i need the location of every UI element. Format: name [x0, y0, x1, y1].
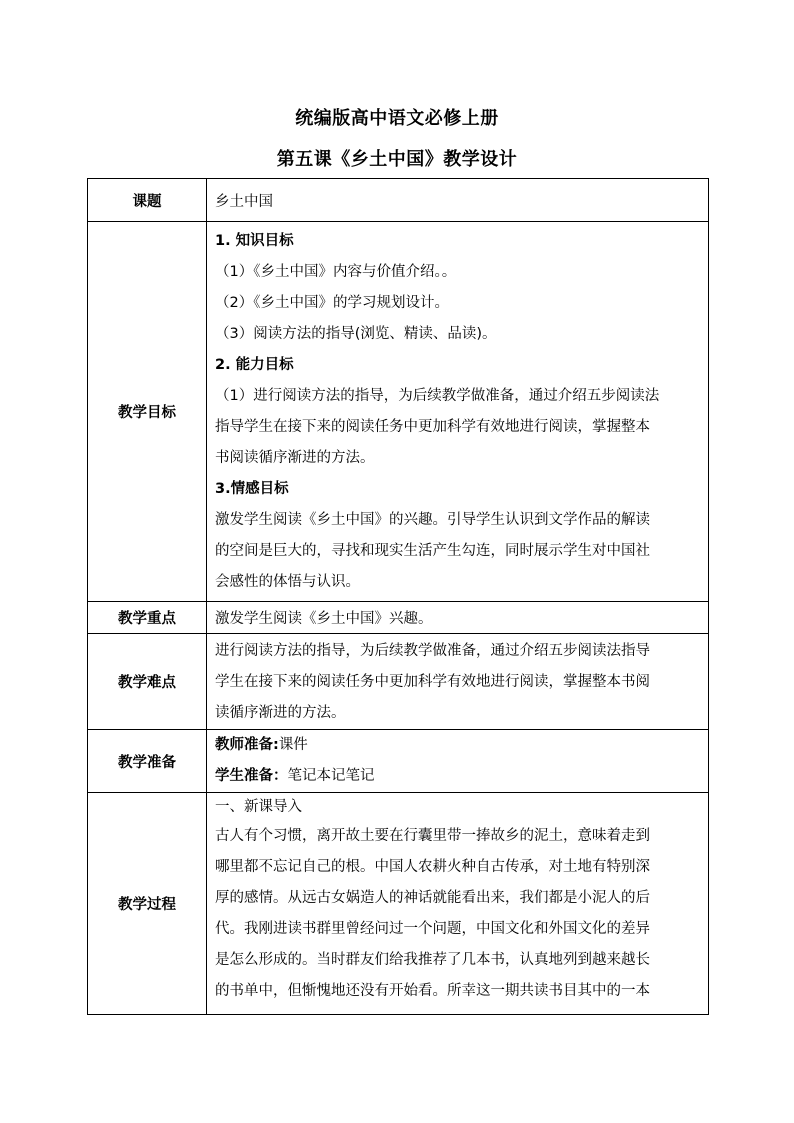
process-line: 厚的感情。从远古女娲造人的神话就能看出来，我们都是小泥人的后 — [215, 890, 650, 906]
difficulty-line: 学生在接下来的阅读任务中更加科学有效地进行阅读，掌握整本书阅 — [215, 674, 650, 690]
process-section-heading: 一、新课导入 — [215, 799, 302, 815]
teacher-prep-value: 课件 — [278, 737, 308, 753]
ability-goal-line: 指导学生在接下来的阅读任务中更加科学有效地进行阅读，掌握整本 — [215, 419, 650, 435]
emotion-goal-line: 激发学生阅读《乡土中国》的兴趣。引导学生认识到文学作品的解读 — [215, 512, 650, 528]
process-line: 的书单中，但惭愧地还没有开始看。所幸这一期共读书目其中的一本 — [215, 983, 650, 999]
process-line: 哪里都不忘记自己的根。中国人农耕火种自古传承，对土地有特别深 — [215, 859, 650, 875]
document-title: 统编版高中语文必修上册 — [295, 108, 499, 129]
knowledge-goal-item: （3）阅读方法的指导(浏览、精读、品读)。 — [215, 326, 497, 342]
difficulty-line: 读循序渐进的方法。 — [215, 705, 346, 721]
knowledge-goal-item: （1）《乡土中国》内容与价值介绍。。 — [215, 264, 457, 280]
knowledge-goal-heading: 1. 知识目标 — [215, 233, 294, 249]
label-goals: 教学目标 — [88, 222, 207, 602]
emotion-goal-line: 的空间是巨大的，寻找和现实生活产生勾连，同时展示学生对中国社 — [215, 543, 650, 559]
student-prep-label: 学生准备： — [215, 768, 288, 784]
row-topic — [88, 179, 709, 222]
row-difficulty — [88, 634, 709, 730]
label-preparation: 教学准备 — [88, 730, 207, 793]
row-preparation — [88, 730, 709, 793]
knowledge-goal-item: （2）《乡土中国》的学习规划设计。 — [215, 295, 449, 311]
process-line: 代。我刚进读书群里曾经问过一个问题，中国文化和外国文化的差异 — [215, 921, 650, 937]
emotion-goal-heading: 3.情感目标 — [215, 481, 289, 497]
key-point-value: 激发学生阅读《乡土中国》兴趣。 — [215, 611, 433, 627]
row-process — [88, 793, 709, 1015]
ability-goal-line: （1）进行阅读方法的指导，为后续教学做准备，通过介绍五步阅读法 — [215, 388, 660, 404]
student-prep-value: 笔记本记笔记 — [287, 768, 375, 784]
teacher-prep — [215, 730, 702, 761]
label-difficulty: 教学难点 — [88, 634, 207, 730]
label-key-point: 教学重点 — [88, 602, 207, 634]
ability-goal-line: 书阅读循序渐进的方法。 — [215, 450, 375, 466]
row-key-point — [88, 602, 709, 634]
topic-value: 乡土中国 — [215, 193, 273, 210]
process-line: 是怎么形成的。当时群友们给我推荐了几本书，认真地列到越来越长 — [215, 952, 650, 968]
label-topic: 课题 — [88, 179, 207, 222]
document-subtitle: 第五课《乡土中国》教学设计 — [276, 149, 518, 170]
ability-goal-heading: 2. 能力目标 — [215, 357, 294, 373]
student-prep — [215, 761, 702, 792]
lesson-plan-table — [87, 178, 709, 1015]
difficulty-line: 进行阅读方法的指导，为后续教学做准备，通过介绍五步阅读法指导 — [215, 643, 650, 659]
emotion-goal-line: 会感性的体悟与认识。 — [215, 574, 360, 590]
teacher-prep-label: 教师准备: — [215, 737, 279, 753]
row-goals — [88, 222, 709, 602]
label-process: 教学过程 — [88, 793, 207, 1015]
process-line: 古人有个习惯，离开故土要在行囊里带一捧故乡的泥土，意味着走到 — [215, 828, 650, 844]
